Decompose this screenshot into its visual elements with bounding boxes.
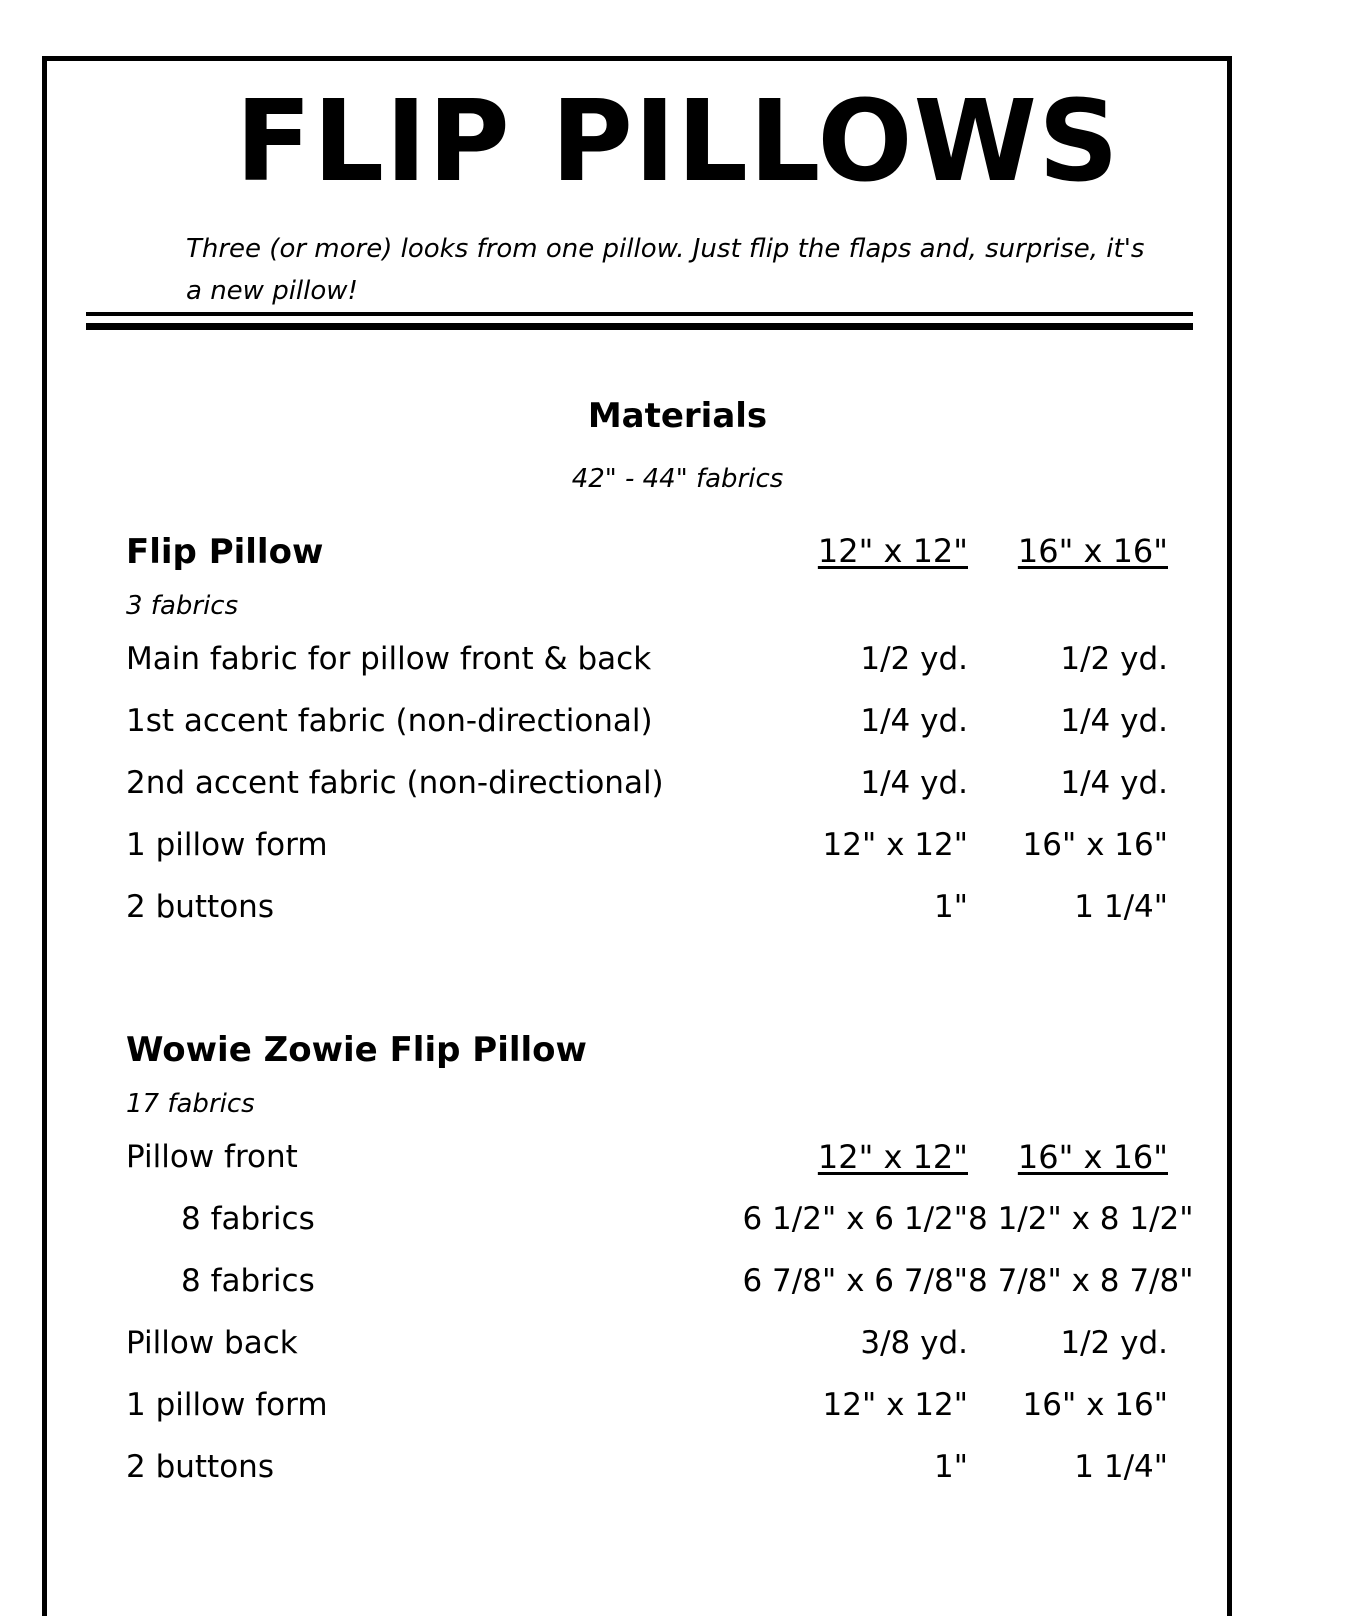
materials-heading: Materials bbox=[587, 396, 768, 436]
list-item bbox=[126, 876, 1196, 938]
list-item bbox=[126, 1436, 1196, 1498]
value-12: 3/8 yd. bbox=[860, 1325, 968, 1361]
list-item bbox=[126, 814, 1196, 876]
value-12: 12" x 12" bbox=[822, 827, 968, 863]
value-16: 8 1/2" x 8 1/2" bbox=[968, 1201, 1194, 1237]
value-12: 6 1/2" x 6 1/2" bbox=[742, 1201, 968, 1237]
col-head-12: 12" x 12" bbox=[817, 1138, 968, 1176]
list-item bbox=[126, 1374, 1196, 1436]
value-16: 1 1/4" bbox=[1074, 1449, 1168, 1485]
value-16: 1 1/4" bbox=[1074, 889, 1168, 925]
row-label: 2 buttons bbox=[126, 1449, 274, 1485]
row-label: Pillow back bbox=[126, 1325, 298, 1361]
row-label: 2 buttons bbox=[126, 889, 274, 925]
col-head-16: 16" x 16" bbox=[1017, 1138, 1168, 1176]
row-label: 2nd accent fabric (non-directional) bbox=[126, 765, 664, 801]
value-16: 1/4 yd. bbox=[1060, 765, 1168, 801]
row-label: 8 fabrics bbox=[181, 1263, 315, 1299]
list-item bbox=[126, 690, 1196, 752]
materials-subheading: 42" - 44" fabrics bbox=[571, 464, 784, 494]
wowie-header bbox=[126, 1030, 1196, 1082]
intro-text: Three (or more) looks from one pillow. Just flip the flaps and, surprise, it's a new pillow! bbox=[186, 234, 1145, 306]
value-12: 1" bbox=[934, 1449, 968, 1485]
value-16: 1/2 yd. bbox=[1060, 1325, 1168, 1361]
value-16: 16" x 16" bbox=[1022, 827, 1168, 863]
flip-pillow-subtitle: 3 fabrics bbox=[126, 591, 239, 621]
flip-pillow-header bbox=[126, 532, 1196, 584]
list-item bbox=[126, 628, 1196, 690]
row-label: 1 pillow form bbox=[126, 827, 328, 863]
list-item bbox=[126, 1250, 1196, 1312]
list-item bbox=[126, 752, 1196, 814]
flip-pillow-title: Flip Pillow bbox=[126, 532, 324, 572]
value-12: 1/2 yd. bbox=[860, 641, 968, 677]
value-12: 1/4 yd. bbox=[860, 765, 968, 801]
value-16: 16" x 16" bbox=[1022, 1387, 1168, 1423]
col-head-16: 16" x 16" bbox=[1017, 532, 1168, 570]
list-item bbox=[126, 1312, 1196, 1374]
value-12: 6 7/8" x 6 7/8" bbox=[742, 1263, 968, 1299]
wowie-title: Wowie Zowie Flip Pillow bbox=[126, 1030, 587, 1070]
row-label: Main fabric for pillow front & back bbox=[126, 641, 652, 677]
row-label: 1st accent fabric (non-directional) bbox=[126, 703, 653, 739]
row-label: 8 fabrics bbox=[181, 1201, 315, 1237]
wowie-zowie-section bbox=[126, 1030, 1196, 1498]
wowie-subtitle: 17 fabrics bbox=[126, 1089, 255, 1119]
row-label: 1 pillow form bbox=[126, 1387, 328, 1423]
value-16: 8 7/8" x 8 7/8" bbox=[968, 1263, 1194, 1299]
page-title: FLIP PILLOWS bbox=[235, 77, 1120, 207]
col-head-12: 12" x 12" bbox=[817, 532, 968, 570]
divider-thin bbox=[86, 312, 1193, 316]
value-16: 1/4 yd. bbox=[1060, 703, 1168, 739]
list-item bbox=[126, 1188, 1196, 1250]
row-label: Pillow front bbox=[126, 1139, 298, 1175]
value-12: 1/4 yd. bbox=[860, 703, 968, 739]
value-12: 1" bbox=[934, 889, 968, 925]
pillow-front-header bbox=[126, 1126, 1196, 1188]
value-12: 12" x 12" bbox=[822, 1387, 968, 1423]
divider-thick bbox=[86, 323, 1193, 330]
value-16: 1/2 yd. bbox=[1060, 641, 1168, 677]
flip-pillow-section bbox=[126, 532, 1196, 938]
